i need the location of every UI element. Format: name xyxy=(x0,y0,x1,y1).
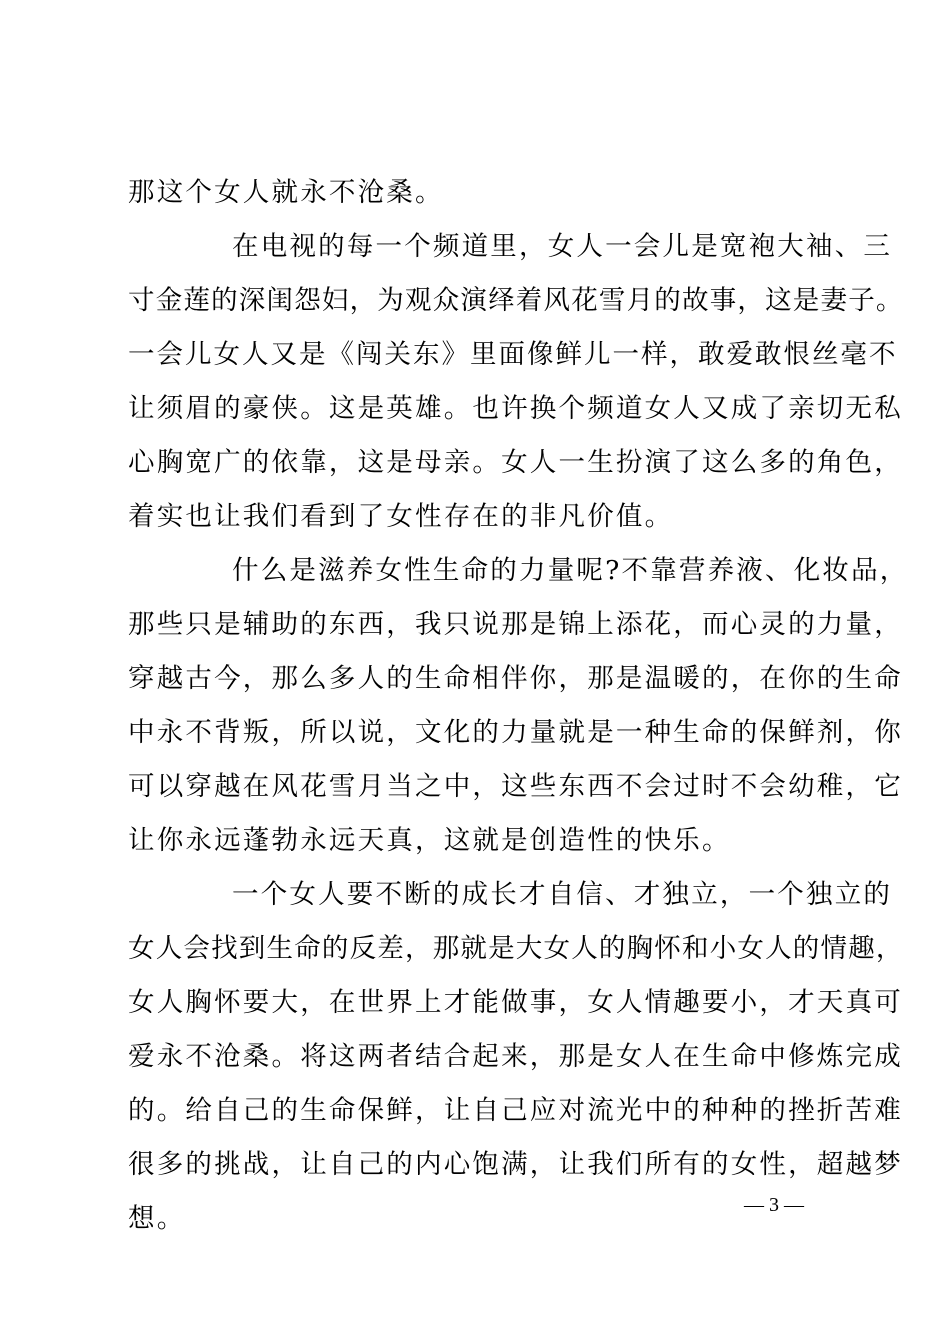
body-text-line: 什么是滋养女性生命的力量呢?不靠营养液、化妆品， xyxy=(232,555,909,586)
body-text-line: 一个女人要不断的成长才自信、才独立，一个独立的 xyxy=(232,879,893,910)
body-text-line: 着实也让我们看到了女性存在的非凡价值。 xyxy=(128,501,674,532)
body-text-line: 很多的挑战，让自己的内心饱满，让我们所有的女性，超越梦 xyxy=(128,1149,903,1180)
body-text-line: 那些只是辅助的东西，我只说那是锦上添花，而心灵的力量， xyxy=(128,609,903,640)
body-text-line: 女人胸怀要大，在世界上才能做事，女人情趣要小，才天真可 xyxy=(128,987,903,1018)
body-text-line: 在电视的每一个频道里，女人一会儿是宽袍大袖、三 xyxy=(232,231,893,262)
body-text-line: 女人会找到生命的反差，那就是大女人的胸怀和小女人的情趣， xyxy=(128,933,904,964)
page-number: — 3 — xyxy=(744,1194,804,1216)
body-text-line: 穿越古今，那么多人的生命相伴你，那是温暖的，在你的生命 xyxy=(128,663,903,694)
body-text-line: 想。 xyxy=(128,1203,186,1234)
body-text-line: 的。给自己的生命保鲜，让自己应对流光中的种种的挫折苦难 xyxy=(128,1095,903,1126)
body-text-line: 中永不背叛，所以说，文化的力量就是一种生命的保鲜剂，你 xyxy=(128,717,903,748)
body-text-line: 寸金莲的深闺怨妇，为观众演绎着风花雪月的故事，这是妻子。 xyxy=(128,285,904,316)
body-text-line: 让你永远蓬勃永远天真，这就是创造性的快乐。 xyxy=(128,825,731,856)
body-text-line: 让须眉的豪侠。这是英雄。也许换个频道女人又成了亲切无私 xyxy=(128,393,903,424)
body-text-line: 可以穿越在风花雪月当之中，这些东西不会过时不会幼稚，它 xyxy=(128,771,903,802)
body-text-line: 那这个女人就永不沧桑。 xyxy=(128,177,444,208)
body-text-line: 爱永不沧桑。将这两者结合起来，那是女人在生命中修炼完成 xyxy=(128,1041,903,1072)
body-text-line: 一会儿女人又是《闯关东》里面像鲜儿一样，敢爱敢恨丝毫不 xyxy=(128,339,898,370)
body-text-line: 心胸宽广的依靠，这是母亲。女人一生扮演了这么多的角色， xyxy=(128,447,903,478)
